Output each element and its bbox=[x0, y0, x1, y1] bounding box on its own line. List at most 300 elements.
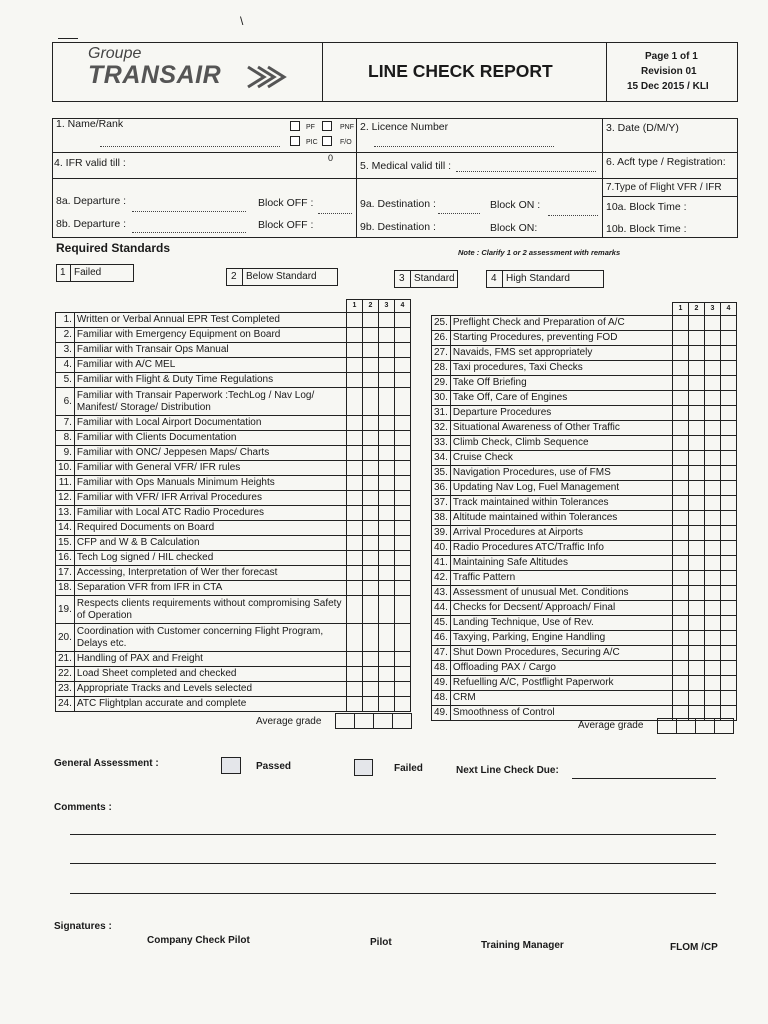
grade-cell[interactable] bbox=[721, 556, 737, 571]
grade-cell[interactable] bbox=[395, 536, 411, 551]
grade-cell[interactable] bbox=[395, 667, 411, 682]
grade-cell[interactable] bbox=[689, 466, 705, 481]
grade-cell[interactable] bbox=[689, 571, 705, 586]
item-number: 39. bbox=[432, 526, 451, 541]
grade-cell[interactable] bbox=[721, 691, 737, 706]
checklist-row bbox=[56, 446, 411, 461]
grade-cell[interactable] bbox=[347, 506, 363, 521]
grade-cell[interactable] bbox=[347, 461, 363, 476]
grade-cell[interactable] bbox=[363, 667, 379, 682]
grade-cell[interactable] bbox=[689, 331, 705, 346]
checklist-row bbox=[56, 682, 411, 697]
grade-cell[interactable] bbox=[705, 601, 721, 616]
grade-cell[interactable] bbox=[379, 358, 395, 373]
standard-high-divider bbox=[502, 270, 503, 288]
item-label: Assessment of unusual Met. Conditions bbox=[450, 586, 672, 601]
item-number: 6. bbox=[56, 388, 75, 416]
grade-cell[interactable] bbox=[689, 646, 705, 661]
grade-cell[interactable] bbox=[673, 646, 689, 661]
grade-cell[interactable] bbox=[363, 581, 379, 596]
grade-cell[interactable] bbox=[705, 676, 721, 691]
checklist-row bbox=[432, 511, 737, 526]
checklist-row bbox=[56, 697, 411, 712]
grade-cell[interactable] bbox=[363, 446, 379, 461]
grade-cell[interactable] bbox=[347, 551, 363, 566]
item-label: Starting Procedures, preventing FOD bbox=[450, 331, 672, 346]
grade-cell[interactable] bbox=[363, 536, 379, 551]
grade-cell[interactable] bbox=[363, 431, 379, 446]
grade-cell[interactable] bbox=[689, 511, 705, 526]
comment-line-1[interactable] bbox=[70, 834, 716, 835]
checklist-row bbox=[432, 451, 737, 466]
checklist-row bbox=[56, 596, 411, 624]
grade-cell[interactable] bbox=[363, 521, 379, 536]
grade-cell[interactable] bbox=[705, 466, 721, 481]
checklist-row bbox=[432, 331, 737, 346]
item-number: 33. bbox=[432, 436, 451, 451]
comments-label: Comments : bbox=[54, 802, 112, 813]
item-label: Familiar with Transair Paperwork :TechLog / Nav Log/ Manifest/ Storage/ Distribution bbox=[74, 388, 346, 416]
checklist-row bbox=[432, 376, 737, 391]
grade-cell[interactable] bbox=[673, 691, 689, 706]
checklist-row bbox=[56, 667, 411, 682]
standard-below-label: Below Standard bbox=[246, 271, 317, 282]
standard-failed-label: Failed bbox=[74, 267, 102, 278]
grade-cell[interactable] bbox=[363, 697, 379, 712]
grade-cell[interactable] bbox=[721, 571, 737, 586]
grade-cell[interactable] bbox=[673, 601, 689, 616]
grade-cell[interactable] bbox=[379, 431, 395, 446]
grade-cell[interactable] bbox=[721, 631, 737, 646]
grade-cell[interactable] bbox=[347, 416, 363, 431]
grade-cell[interactable] bbox=[721, 346, 737, 361]
pic-checkbox[interactable] bbox=[322, 136, 332, 146]
checklist-row bbox=[56, 313, 411, 328]
grade-cell[interactable] bbox=[721, 526, 737, 541]
average-grade-cell[interactable] bbox=[392, 713, 412, 729]
checklist-row bbox=[432, 421, 737, 436]
grade-cell[interactable] bbox=[379, 521, 395, 536]
grade-cell[interactable] bbox=[363, 358, 379, 373]
grade-cell[interactable] bbox=[363, 624, 379, 652]
grade-cell[interactable] bbox=[673, 466, 689, 481]
grade-cell[interactable] bbox=[705, 421, 721, 436]
grade-column-header: 1 bbox=[347, 300, 363, 313]
left-checklist-table bbox=[55, 299, 411, 712]
grade-cell[interactable] bbox=[363, 491, 379, 506]
grade-cell[interactable] bbox=[347, 343, 363, 358]
grade-cell[interactable] bbox=[673, 616, 689, 631]
grade-cell[interactable] bbox=[705, 361, 721, 376]
grade-cell[interactable] bbox=[705, 391, 721, 406]
grade-cell[interactable] bbox=[379, 416, 395, 431]
checklist-row bbox=[432, 646, 737, 661]
grade-cell[interactable] bbox=[347, 491, 363, 506]
grade-cell[interactable] bbox=[379, 697, 395, 712]
grade-cell[interactable] bbox=[673, 376, 689, 391]
departure-b-dots bbox=[132, 232, 246, 233]
grade-cell[interactable] bbox=[721, 451, 737, 466]
grade-cell[interactable] bbox=[347, 388, 363, 416]
grade-cell[interactable] bbox=[395, 697, 411, 712]
item-number: 31. bbox=[432, 406, 451, 421]
flight-type-label: 7.Type of Flight VFR / IFR bbox=[606, 182, 722, 193]
info-col-line-1 bbox=[356, 118, 357, 238]
header-divider-right bbox=[606, 42, 607, 102]
grade-cell[interactable] bbox=[705, 316, 721, 331]
grade-cell[interactable] bbox=[395, 328, 411, 343]
comment-line-2[interactable] bbox=[70, 863, 716, 864]
grade-cell[interactable] bbox=[721, 361, 737, 376]
grade-cell[interactable] bbox=[395, 313, 411, 328]
grade-cell[interactable] bbox=[347, 431, 363, 446]
general-assessment-label: General Assessment : bbox=[54, 758, 159, 769]
grade-cell[interactable] bbox=[673, 391, 689, 406]
grade-cell[interactable] bbox=[347, 328, 363, 343]
grade-cell[interactable] bbox=[347, 581, 363, 596]
passed-checkbox[interactable] bbox=[221, 757, 241, 774]
grade-cell[interactable] bbox=[705, 571, 721, 586]
grade-cell[interactable] bbox=[395, 343, 411, 358]
grade-cell[interactable] bbox=[673, 526, 689, 541]
signature-training-manager: Training Manager bbox=[481, 940, 564, 951]
grade-cell[interactable] bbox=[673, 676, 689, 691]
grade-cell[interactable] bbox=[363, 551, 379, 566]
grade-cell[interactable] bbox=[379, 506, 395, 521]
grade-cell[interactable] bbox=[395, 521, 411, 536]
average-grade-cell[interactable] bbox=[335, 713, 355, 729]
grade-cell[interactable] bbox=[395, 373, 411, 388]
grade-cell[interactable] bbox=[689, 616, 705, 631]
grade-cell[interactable] bbox=[395, 624, 411, 652]
grade-cell[interactable] bbox=[721, 676, 737, 691]
grade-cell[interactable] bbox=[673, 571, 689, 586]
grade-cell[interactable] bbox=[705, 481, 721, 496]
grade-cell[interactable] bbox=[689, 526, 705, 541]
grade-cell[interactable] bbox=[395, 551, 411, 566]
item-number: 41. bbox=[432, 556, 451, 571]
grade-header-row bbox=[56, 300, 411, 313]
grade-cell[interactable] bbox=[705, 331, 721, 346]
grade-column-header: 1 bbox=[673, 303, 689, 316]
grade-cell[interactable] bbox=[689, 676, 705, 691]
item-number: 42. bbox=[432, 571, 451, 586]
grade-cell[interactable] bbox=[721, 391, 737, 406]
grade-cell[interactable] bbox=[721, 646, 737, 661]
grade-cell[interactable] bbox=[347, 521, 363, 536]
grade-cell[interactable] bbox=[705, 436, 721, 451]
fo-label: F/O bbox=[340, 139, 352, 146]
pf-pic-checkbox[interactable] bbox=[290, 136, 300, 146]
grade-cell[interactable] bbox=[721, 586, 737, 601]
item-label: Offloading PAX / Cargo bbox=[450, 661, 672, 676]
passed-label: Passed bbox=[256, 761, 292, 772]
grade-cell[interactable] bbox=[379, 313, 395, 328]
standards-note: Note : Clarify 1 or 2 assessment with remarks bbox=[458, 248, 621, 257]
item-label: Taxi procedures, Taxi Checks bbox=[450, 361, 672, 376]
grade-cell[interactable] bbox=[363, 313, 379, 328]
grade-cell[interactable] bbox=[379, 373, 395, 388]
grade-column-header: 4 bbox=[395, 300, 411, 313]
failed-checkbox[interactable] bbox=[354, 759, 373, 776]
grade-cell[interactable] bbox=[673, 451, 689, 466]
grade-cell[interactable] bbox=[379, 388, 395, 416]
grade-cell[interactable] bbox=[673, 316, 689, 331]
grade-cell[interactable] bbox=[689, 376, 705, 391]
grade-cell[interactable] bbox=[395, 581, 411, 596]
grade-cell[interactable] bbox=[673, 331, 689, 346]
grade-cell[interactable] bbox=[689, 346, 705, 361]
grade-cell[interactable] bbox=[673, 346, 689, 361]
item-number: 22. bbox=[56, 667, 75, 682]
grade-cell[interactable] bbox=[673, 586, 689, 601]
checklist-row bbox=[432, 571, 737, 586]
grade-cell[interactable] bbox=[347, 652, 363, 667]
grade-cell[interactable] bbox=[689, 601, 705, 616]
standard-high-label: High Standard bbox=[506, 273, 570, 284]
grade-cell[interactable] bbox=[379, 581, 395, 596]
grade-cell[interactable] bbox=[379, 328, 395, 343]
grade-cell[interactable] bbox=[705, 376, 721, 391]
grade-cell[interactable] bbox=[689, 481, 705, 496]
grade-cell[interactable] bbox=[347, 667, 363, 682]
grade-cell[interactable] bbox=[379, 461, 395, 476]
item-label: Written or Verbal Annual EPR Test Completed bbox=[74, 313, 346, 328]
grade-cell[interactable] bbox=[673, 541, 689, 556]
grade-cell[interactable] bbox=[379, 566, 395, 581]
grade-cell[interactable] bbox=[705, 616, 721, 631]
grade-cell[interactable] bbox=[363, 343, 379, 358]
item-label: Familiar with Ops Manuals Minimum Heights bbox=[74, 476, 346, 491]
grade-cell[interactable] bbox=[363, 461, 379, 476]
header-spacer bbox=[56, 300, 75, 313]
grade-cell[interactable] bbox=[395, 506, 411, 521]
average-grade-cell[interactable] bbox=[695, 718, 715, 734]
grade-cell[interactable] bbox=[705, 511, 721, 526]
grade-cell[interactable] bbox=[721, 616, 737, 631]
pnf-label: PNF bbox=[340, 124, 354, 131]
item-label: Landing Technique, Use of Rev. bbox=[450, 616, 672, 631]
grade-cell[interactable] bbox=[705, 631, 721, 646]
grade-cell[interactable] bbox=[363, 388, 379, 416]
grade-cell[interactable] bbox=[395, 596, 411, 624]
grade-cell[interactable] bbox=[347, 536, 363, 551]
grade-cell[interactable] bbox=[363, 476, 379, 491]
grade-cell[interactable] bbox=[705, 661, 721, 676]
grade-cell[interactable] bbox=[673, 631, 689, 646]
item-number: 2. bbox=[56, 328, 75, 343]
grade-cell[interactable] bbox=[347, 446, 363, 461]
grade-cell[interactable] bbox=[363, 506, 379, 521]
grade-cell[interactable] bbox=[395, 388, 411, 416]
grade-cell[interactable] bbox=[721, 331, 737, 346]
grade-cell[interactable] bbox=[673, 436, 689, 451]
grade-cell[interactable] bbox=[363, 416, 379, 431]
grade-cell[interactable] bbox=[379, 446, 395, 461]
grade-cell[interactable] bbox=[347, 358, 363, 373]
grade-cell[interactable] bbox=[363, 652, 379, 667]
right-average-grade-label: Average grade bbox=[578, 720, 644, 731]
info-row-line-1 bbox=[52, 152, 738, 153]
item-number: 23. bbox=[56, 682, 75, 697]
grade-cell[interactable] bbox=[721, 511, 737, 526]
checklist-row bbox=[56, 652, 411, 667]
info-row-line-2 bbox=[52, 178, 738, 179]
item-number: 15. bbox=[56, 536, 75, 551]
grade-cell[interactable] bbox=[721, 661, 737, 676]
grade-cell[interactable] bbox=[721, 601, 737, 616]
grade-cell[interactable] bbox=[347, 373, 363, 388]
grade-cell[interactable] bbox=[395, 358, 411, 373]
grade-cell[interactable] bbox=[379, 476, 395, 491]
grade-cell[interactable] bbox=[395, 652, 411, 667]
grade-cell[interactable] bbox=[721, 466, 737, 481]
grade-cell[interactable] bbox=[721, 481, 737, 496]
grade-cell[interactable] bbox=[347, 682, 363, 697]
grade-cell[interactable] bbox=[395, 431, 411, 446]
standard-high-num: 4 bbox=[491, 273, 497, 284]
grade-cell[interactable] bbox=[721, 316, 737, 331]
grade-cell[interactable] bbox=[689, 661, 705, 676]
grade-cell[interactable] bbox=[379, 536, 395, 551]
grade-cell[interactable] bbox=[705, 526, 721, 541]
average-grade-cell[interactable] bbox=[714, 718, 734, 734]
next-line-check-line bbox=[572, 778, 716, 779]
grade-cell[interactable] bbox=[689, 361, 705, 376]
average-grade-cell[interactable] bbox=[373, 713, 393, 729]
grade-cell[interactable] bbox=[363, 373, 379, 388]
block-time-b-label: 10b. Block Time : bbox=[606, 223, 687, 235]
grade-cell[interactable] bbox=[721, 406, 737, 421]
checklist-row bbox=[432, 616, 737, 631]
grade-cell[interactable] bbox=[363, 566, 379, 581]
grade-cell[interactable] bbox=[379, 491, 395, 506]
grade-cell[interactable] bbox=[689, 436, 705, 451]
grade-cell[interactable] bbox=[347, 313, 363, 328]
block-on-a-dots bbox=[548, 215, 598, 216]
grade-cell[interactable] bbox=[673, 511, 689, 526]
grade-cell[interactable] bbox=[673, 406, 689, 421]
grade-cell[interactable] bbox=[395, 461, 411, 476]
grade-cell[interactable] bbox=[689, 691, 705, 706]
grade-cell[interactable] bbox=[379, 624, 395, 652]
grade-cell[interactable] bbox=[721, 541, 737, 556]
item-label: Accessing, Interpretation of Wer ther forecast bbox=[74, 566, 346, 581]
item-number: 3. bbox=[56, 343, 75, 358]
grade-cell[interactable] bbox=[689, 391, 705, 406]
checklist-row bbox=[432, 541, 737, 556]
grade-cell[interactable] bbox=[673, 421, 689, 436]
logo-transair: TRANSAIR bbox=[88, 61, 222, 89]
grade-cell[interactable] bbox=[721, 376, 737, 391]
grade-cell[interactable] bbox=[395, 682, 411, 697]
grade-cell[interactable] bbox=[347, 476, 363, 491]
grade-cell[interactable] bbox=[689, 586, 705, 601]
grade-cell[interactable] bbox=[705, 406, 721, 421]
ifr-valid-label: 4. IFR valid till : bbox=[54, 157, 126, 169]
average-grade-cell[interactable] bbox=[657, 718, 677, 734]
item-number: 44. bbox=[432, 601, 451, 616]
grade-cell[interactable] bbox=[379, 682, 395, 697]
grade-cell[interactable] bbox=[395, 476, 411, 491]
grade-cell[interactable] bbox=[705, 691, 721, 706]
grade-cell[interactable] bbox=[721, 436, 737, 451]
grade-cell[interactable] bbox=[689, 631, 705, 646]
grade-cell[interactable] bbox=[705, 496, 721, 511]
grade-cell[interactable] bbox=[689, 406, 705, 421]
grade-cell[interactable] bbox=[379, 343, 395, 358]
grade-cell[interactable] bbox=[689, 421, 705, 436]
grade-cell[interactable] bbox=[379, 551, 395, 566]
grade-cell[interactable] bbox=[363, 596, 379, 624]
item-number: 48. bbox=[432, 661, 451, 676]
grade-cell[interactable] bbox=[347, 596, 363, 624]
grade-cell[interactable] bbox=[347, 697, 363, 712]
item-number: 13. bbox=[56, 506, 75, 521]
departure-a-label: 8a. Departure : bbox=[56, 195, 127, 207]
grade-cell[interactable] bbox=[705, 451, 721, 466]
grade-cell[interactable] bbox=[347, 624, 363, 652]
standard-standard-num: 3 bbox=[399, 273, 405, 284]
average-grade-cell[interactable] bbox=[354, 713, 374, 729]
item-label: Smoothness of Control bbox=[450, 706, 672, 721]
grade-cell[interactable] bbox=[395, 416, 411, 431]
grade-cell[interactable] bbox=[721, 421, 737, 436]
grade-cell[interactable] bbox=[673, 661, 689, 676]
grade-cell[interactable] bbox=[721, 496, 737, 511]
pf-checkbox[interactable] bbox=[290, 121, 300, 131]
average-grade-cell[interactable] bbox=[676, 718, 696, 734]
grade-column-header: 3 bbox=[705, 303, 721, 316]
comment-line-3[interactable] bbox=[70, 893, 716, 894]
pnf-checkbox[interactable] bbox=[322, 121, 332, 131]
grade-cell[interactable] bbox=[705, 541, 721, 556]
grade-cell[interactable] bbox=[347, 566, 363, 581]
grade-cell[interactable] bbox=[705, 586, 721, 601]
grade-cell[interactable] bbox=[379, 596, 395, 624]
standard-below-divider bbox=[242, 268, 243, 286]
grade-cell[interactable] bbox=[705, 556, 721, 571]
grade-cell[interactable] bbox=[705, 646, 721, 661]
grade-cell[interactable] bbox=[689, 496, 705, 511]
checklist-row bbox=[432, 661, 737, 676]
grade-cell[interactable] bbox=[689, 541, 705, 556]
grade-cell[interactable] bbox=[673, 481, 689, 496]
grade-cell[interactable] bbox=[705, 346, 721, 361]
grade-cell[interactable] bbox=[673, 496, 689, 511]
grade-cell[interactable] bbox=[689, 556, 705, 571]
grade-cell[interactable] bbox=[363, 328, 379, 343]
grade-cell[interactable] bbox=[363, 682, 379, 697]
checklist-row bbox=[432, 391, 737, 406]
pic-label: PIC bbox=[306, 139, 318, 146]
grade-cell[interactable] bbox=[673, 361, 689, 376]
grade-cell[interactable] bbox=[689, 316, 705, 331]
grade-cell[interactable] bbox=[395, 566, 411, 581]
grade-cell[interactable] bbox=[379, 652, 395, 667]
item-label: Load Sheet completed and checked bbox=[74, 667, 346, 682]
grade-cell[interactable] bbox=[395, 446, 411, 461]
grade-cell[interactable] bbox=[673, 556, 689, 571]
item-number: 28. bbox=[432, 361, 451, 376]
item-number: 49. bbox=[432, 706, 451, 721]
grade-cell[interactable] bbox=[379, 667, 395, 682]
block-on-a-label: Block ON : bbox=[490, 199, 541, 211]
grade-cell[interactable] bbox=[395, 491, 411, 506]
item-number: 18. bbox=[56, 581, 75, 596]
grade-cell[interactable] bbox=[689, 451, 705, 466]
item-number: 47. bbox=[432, 646, 451, 661]
